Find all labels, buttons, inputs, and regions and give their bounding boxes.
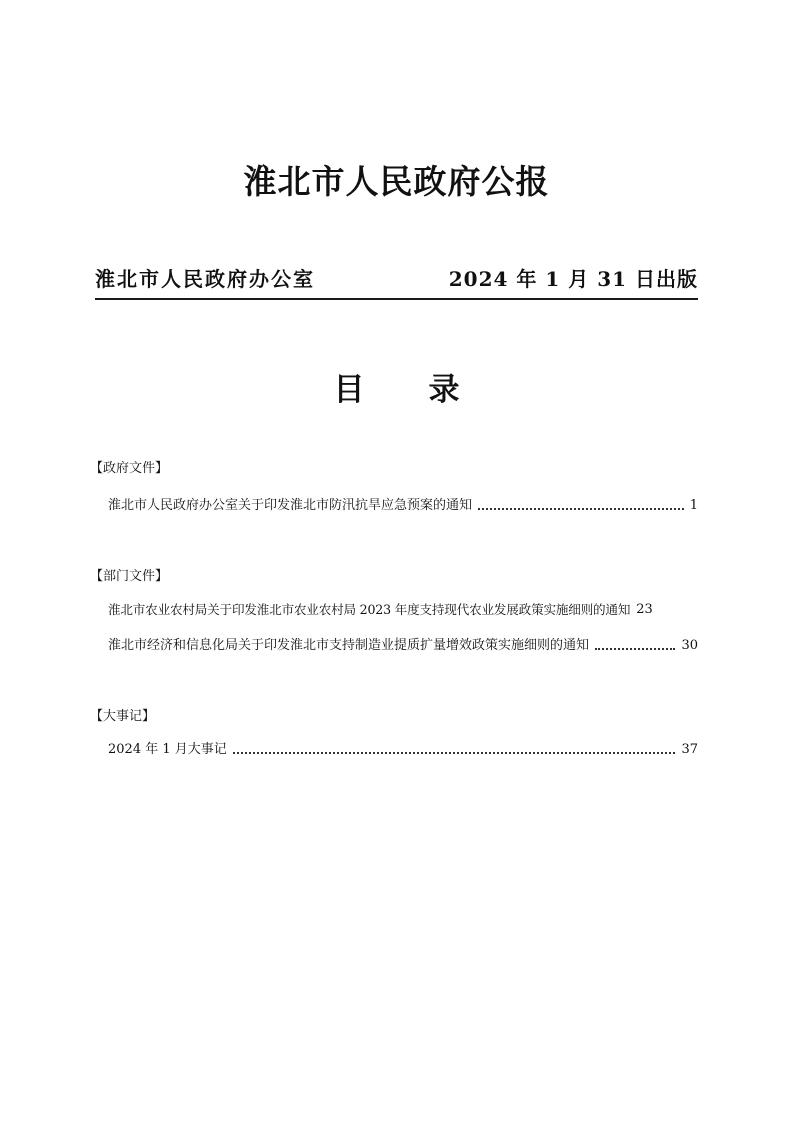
toc-entry[interactable] xyxy=(108,600,698,620)
toc-entry-page: 37 xyxy=(681,742,698,757)
section-label-chronicle: 【大事记】 xyxy=(90,709,156,724)
toc-entry-page: 30 xyxy=(681,638,698,653)
toc-entry-title: 淮北市经济和信息化局关于印发淮北市支持制造业提质扩量增效政策实施细则的通知 xyxy=(108,638,590,653)
dot-leader xyxy=(233,751,676,754)
dot-leader xyxy=(595,647,675,650)
toc-entry[interactable] xyxy=(108,740,698,760)
toc-heading-char-1: 目 xyxy=(333,372,365,408)
publisher-name: 淮北市人民政府办公室 xyxy=(95,267,315,291)
toc-entry-title: 淮北市农业农村局关于印发淮北市农业农村局 2023 年度支持现代农业发展政策实施细则的通知 xyxy=(108,602,631,617)
toc-heading xyxy=(0,370,793,410)
toc-entry-title: 2024 年 1 月大事记 xyxy=(108,742,227,757)
toc-entry[interactable] xyxy=(108,496,698,516)
masthead xyxy=(95,264,698,300)
publication-date: 2024 年 1 月 31 日出版 xyxy=(448,267,698,291)
section-label-department-documents: 【部门文件】 xyxy=(90,569,169,584)
toc-entry-title: 淮北市人民政府办公室关于印发淮北市防汛抗旱应急预案的通知 xyxy=(108,498,473,513)
toc-heading-char-2: 录 xyxy=(428,372,460,408)
toc-entry-page: 23 xyxy=(636,602,653,617)
toc-entry-page: 1 xyxy=(689,498,698,513)
section-label-government-documents: 【政府文件】 xyxy=(90,461,169,476)
dot-leader xyxy=(478,507,684,510)
toc-entry[interactable] xyxy=(108,636,698,656)
bulletin-title: 淮北市人民政府公报 xyxy=(243,162,550,201)
